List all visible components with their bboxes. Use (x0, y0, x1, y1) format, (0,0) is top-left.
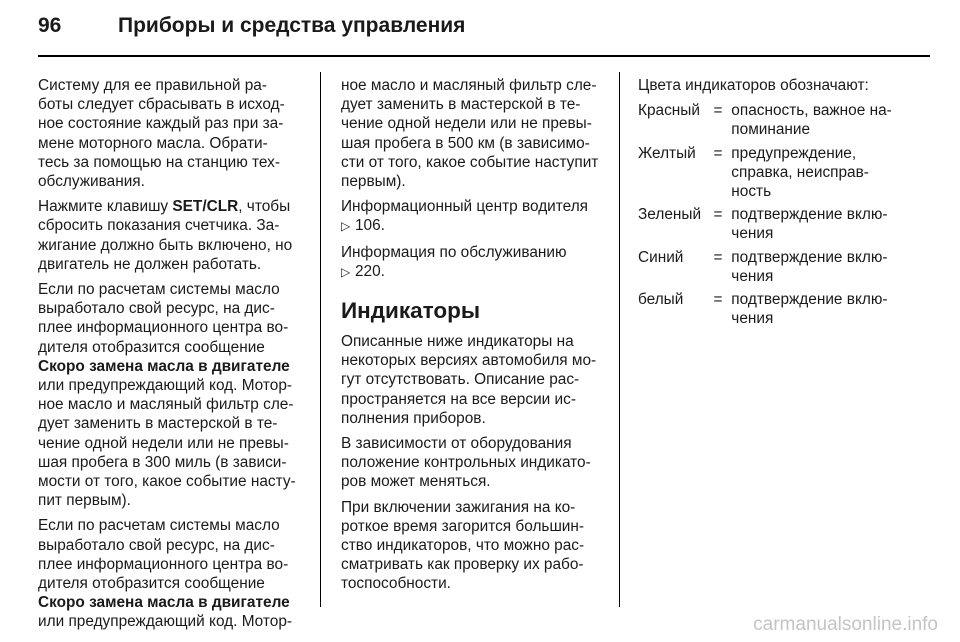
text-line: ров может меняться. (341, 473, 491, 491)
text-line: выработало свой ресурс, на дис- (38, 300, 275, 318)
text-line: Систему для ее правильной ра- (38, 77, 267, 94)
text-line: ность (731, 183, 772, 201)
text-line: чения (731, 267, 774, 285)
color-meaning (731, 248, 904, 286)
text-line: дует заменить в мастерской в те- (38, 415, 278, 433)
text-line: дует заменить в мастерской в те- (341, 96, 581, 114)
cross-reference-driver-info (341, 197, 609, 236)
text-line: выработало свой ресурс, на дис- (38, 536, 275, 554)
text-line: гут отсутствовать. Описание рас- (341, 371, 580, 389)
paragraph-oil-km (38, 516, 308, 631)
reference-page-number: 106. (355, 217, 385, 235)
reference-title: Информация по обслуживанию (341, 243, 567, 261)
reference-page-number: 220. (355, 262, 385, 280)
text-line: ное масло и масляный фильтр сле- (38, 396, 294, 414)
page-reference-arrow-icon: ▷ (341, 264, 351, 279)
text-line: Если по расчетам системы масло (38, 517, 280, 535)
color-name: Красный (638, 102, 700, 120)
paragraph-reset-instructions (38, 197, 308, 274)
color-name: Желтый (638, 144, 696, 162)
page-header (38, 14, 465, 54)
text-line: или предупреждающий код. Мотор- (38, 377, 293, 395)
text-line: шая пробега в 300 миль (в зависи- (38, 453, 287, 471)
text-line: некоторых версиях автомобиля мо- (341, 352, 597, 370)
text-line (38, 197, 308, 216)
equals-sign: = (713, 144, 723, 162)
paragraph-oil-km-continued (341, 76, 609, 191)
text-line: сматривать как проверку их рабо- (341, 556, 584, 574)
text-line: тесь за помощью на станцию тех- (38, 153, 280, 171)
text-line: тоспособности. (341, 575, 451, 593)
reference-title: Информационный центр водителя (341, 198, 589, 216)
text-line: жигание должно быть включено, но (38, 236, 293, 254)
message-oil-change: Скоро замена масла в двигателе (38, 357, 290, 375)
text-line: сти от того, какое событие наступит (341, 153, 599, 171)
text-line: При включении зажигания на ко- (341, 498, 576, 516)
color-row-red (638, 101, 904, 139)
page-reference-arrow-icon: ▷ (341, 219, 351, 234)
indicator-colors-table (638, 101, 904, 328)
text-line: двигатель не должен работать. (38, 255, 262, 273)
column-2 (341, 76, 609, 600)
equals-sign: = (713, 206, 723, 224)
text-line: дителя отобразится сообщение (38, 575, 265, 593)
message-oil-change: Скоро замена масла в двигателе (38, 594, 290, 612)
color-meaning (731, 144, 904, 202)
text-line: шая пробега в 500 км (в зависимо- (341, 134, 590, 152)
text-line: плее информационного центра во- (38, 319, 289, 337)
paragraph-oil-miles (38, 280, 308, 510)
color-row-green (638, 205, 904, 243)
text-line: поминание (731, 121, 811, 139)
color-meaning (731, 101, 904, 139)
text-line: боты следует сбрасывать в исход- (38, 96, 285, 114)
text-line: Если по расчетам системы масло (38, 281, 280, 299)
paragraph-indicators-intro (341, 332, 609, 428)
text-line: мене моторного масла. Обрати- (38, 134, 268, 152)
text-fragment: , чтобы (238, 198, 291, 216)
text-line: роткое время загорится большин- (341, 517, 585, 535)
watermark: carmanualsonline.info (753, 614, 938, 635)
equals-sign: = (713, 102, 723, 120)
text-fragment: Нажмите клавишу (38, 198, 173, 216)
text-line: подтверждение вклю- (731, 291, 888, 309)
color-row-yellow (638, 144, 904, 202)
color-name: Зеленый (638, 206, 702, 224)
text-line: справка, неисправ- (731, 163, 869, 181)
equals-sign: = (713, 248, 723, 266)
color-meaning (731, 290, 904, 328)
color-row-blue (638, 248, 904, 286)
text-line: пространяется на все версии ис- (341, 390, 576, 408)
text-line: плее информационного центра во- (38, 555, 289, 573)
paragraph-indicator-position (341, 434, 609, 492)
text-line: пит первым). (38, 492, 131, 510)
text-line: чение одной недели или не превы- (341, 115, 592, 133)
text-line: положение контрольных индикато- (341, 454, 591, 472)
column-divider-2 (619, 72, 620, 607)
text-line: мости от того, какое событие насту- (38, 473, 296, 491)
text-line: ное масло и масляный фильтр сле- (341, 77, 597, 94)
equals-sign: = (713, 291, 723, 309)
colors-intro: Цвета индикаторов обозначают: (638, 77, 869, 94)
color-row-white (638, 290, 904, 328)
cross-reference-service-info (341, 243, 609, 282)
text-line: чения (731, 310, 774, 328)
text-line: ство индикаторов, что можно рас- (341, 537, 585, 555)
paragraph-ignition-check (341, 498, 609, 594)
text-line: подтверждение вклю- (731, 248, 888, 266)
text-line: сбросить показания счетчика. За- (38, 217, 280, 235)
text-line: ное состояние каждый раз при за- (38, 115, 284, 133)
key-label-set-clr: SET/CLR (172, 198, 239, 216)
text-line: чения (731, 225, 774, 243)
text-line: первым). (341, 173, 406, 191)
text-line: предупреждение, (731, 144, 857, 162)
text-line: подтверждение вклю- (731, 206, 888, 224)
text-line: обслуживания. (38, 173, 145, 191)
reference-page[interactable] (341, 216, 609, 236)
text-line: В зависимости от оборудования (341, 435, 572, 453)
column-divider-1 (320, 72, 321, 607)
page-title: Приборы и средства управления (118, 14, 466, 37)
color-meaning (731, 205, 904, 243)
column-3 (638, 76, 904, 332)
column-1 (38, 76, 308, 638)
text-line: дителя отобразится сообщение (38, 338, 265, 356)
text-line: или предупреждающий код. Мотор- (38, 613, 293, 631)
paragraph-reset-intro (38, 76, 308, 191)
reference-page[interactable] (341, 262, 609, 282)
color-name: белый (638, 291, 684, 309)
text-line: Описанные ниже индикаторы на (341, 333, 574, 351)
header-rule (38, 55, 930, 57)
text-line: полнения приборов. (341, 409, 486, 427)
section-heading-indicators: Индикаторы (341, 298, 481, 324)
color-name: Синий (638, 248, 684, 266)
text-line: чение одной недели или не превы- (38, 434, 289, 452)
page-number: 96 (38, 14, 62, 37)
text-line: опасность, важное на- (731, 102, 892, 120)
